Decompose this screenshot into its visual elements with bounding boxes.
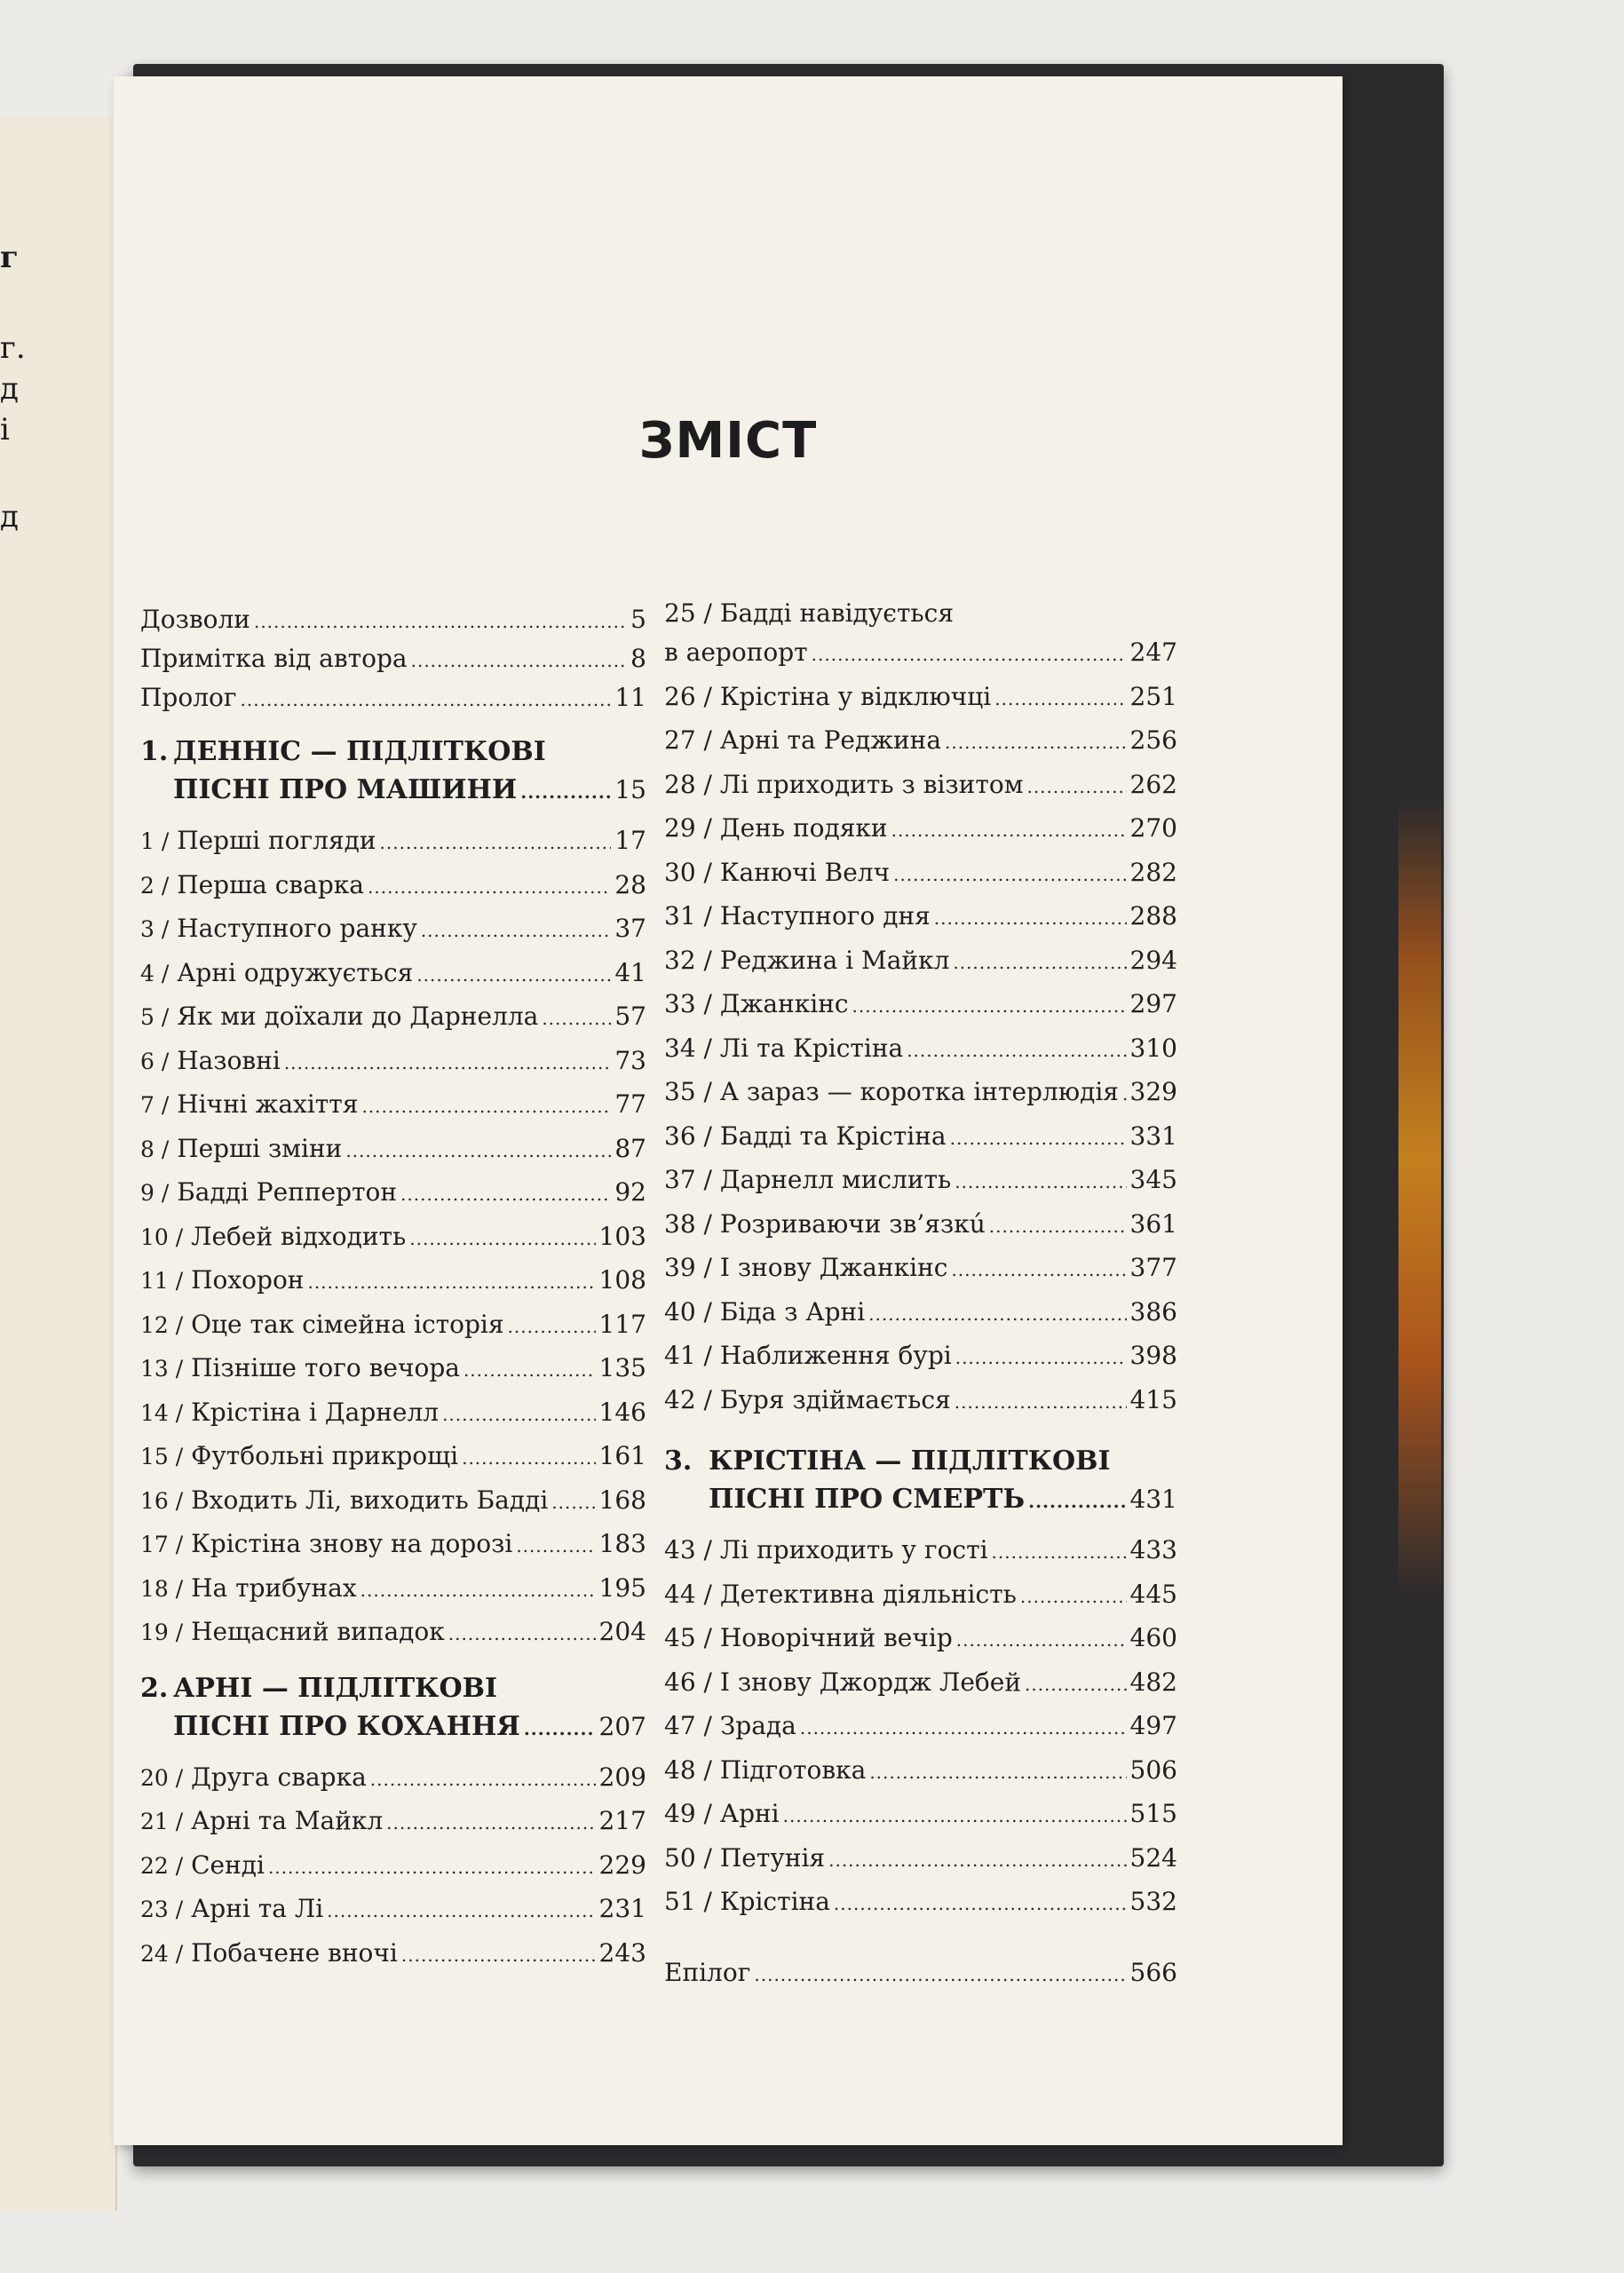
toc-entry-page: 251 xyxy=(1129,681,1177,711)
toc-entry xyxy=(664,718,1177,763)
toc-entry-page: 103 xyxy=(598,1221,646,1251)
toc-entry-label: Оце так сімейна історія xyxy=(191,1309,504,1339)
toc-entry-number: 2 / xyxy=(140,872,170,899)
toc-entry-number: 5 / xyxy=(140,1004,170,1030)
toc-entry-label: 49 / Арні xyxy=(664,1799,780,1828)
toc-entry xyxy=(140,1127,646,1171)
left-page-fragment: д xyxy=(0,499,19,535)
toc-entry xyxy=(140,1258,646,1303)
toc-entry-page: 57 xyxy=(614,1002,646,1031)
toc-entry xyxy=(664,1660,1177,1705)
toc-entry-label-group xyxy=(140,1799,383,1844)
toc-entry-page: 566 xyxy=(1129,1957,1177,1987)
toc-entry xyxy=(140,600,646,639)
toc-entry xyxy=(140,1170,646,1215)
toc-entry xyxy=(664,763,1177,807)
toc-entry-label: 30 / Канючі Велч xyxy=(664,857,891,887)
right-chapter-list xyxy=(664,675,1177,1422)
table-of-contents-page xyxy=(114,76,1343,2145)
toc-entry-label: Похорон xyxy=(191,1265,305,1295)
toc-entry xyxy=(140,1082,646,1127)
part-title-line1: АРНІ — ПІДЛІТКОВІ xyxy=(173,1672,497,1704)
toc-entry-label: 40 / Біда з Арні xyxy=(664,1296,866,1327)
part-title-line2: ПІСНІ ПРО КОХАННЯ xyxy=(173,1710,520,1742)
toc-entry-label-line1: 25 / Бадді навідується xyxy=(664,598,955,628)
toc-entry xyxy=(664,1158,1177,1202)
toc-entry-label-group xyxy=(140,1522,512,1567)
toc-entry-number: 8 / xyxy=(140,1136,170,1162)
toc-entry-page: 361 xyxy=(1129,1208,1177,1239)
toc-entry xyxy=(140,1843,646,1888)
toc-entry xyxy=(140,1566,646,1611)
toc-entry-page: 524 xyxy=(1129,1842,1177,1873)
toc-entry xyxy=(140,863,646,907)
toc-entry-label: Побачене вночі xyxy=(191,1937,398,1968)
toc-entry-page: 168 xyxy=(598,1485,646,1515)
toc-entry-label: Футбольні прикрощі xyxy=(191,1441,459,1470)
toc-entry xyxy=(140,1478,646,1523)
toc-entry-page: 37 xyxy=(614,914,646,943)
toc-entry-page: 146 xyxy=(598,1397,646,1427)
part-page: 207 xyxy=(598,1711,646,1741)
toc-entry-label: 35 / А зараз — коротка інтерлюдія xyxy=(664,1077,1119,1106)
toc-entry-label: Дозволи xyxy=(140,605,250,634)
toc-entry xyxy=(664,1880,1177,1924)
toc-entry-label-group xyxy=(140,1390,439,1436)
toc-entry-label-group xyxy=(140,1566,357,1612)
toc-entry-label: Пізніше того вечора xyxy=(191,1353,460,1382)
toc-entry-page: 183 xyxy=(598,1529,646,1558)
page-title: ЗМІСТ xyxy=(638,412,818,470)
toc-entry-page: 243 xyxy=(598,1937,646,1968)
part-heading xyxy=(664,1443,1177,1519)
part-title-line2: ПІСНІ ПРО СМЕРТЬ xyxy=(709,1484,1026,1515)
toc-entry-page: 345 xyxy=(1129,1165,1177,1194)
toc-entry xyxy=(664,894,1177,939)
toc-entry-label-group xyxy=(140,1843,265,1889)
toc-entry-page: 231 xyxy=(598,1894,646,1923)
toc-entry-number: 22 / xyxy=(140,1852,184,1879)
toc-entry xyxy=(140,1887,646,1931)
toc-entry-label: Лебей відходить xyxy=(191,1221,407,1251)
toc-entry-label-group xyxy=(140,1887,323,1932)
toc-entry-label: 38 / Розриваючи зв’язкú xyxy=(664,1208,986,1239)
toc-entry-label: 43 / Лі приходить у гості xyxy=(664,1535,988,1564)
toc-entry-number: 7 / xyxy=(140,1092,170,1118)
toc-entry-number: 10 / xyxy=(140,1224,184,1250)
toc-entry-number: 11 / xyxy=(140,1268,184,1294)
toc-entry xyxy=(140,819,646,863)
toc-entry xyxy=(140,1390,646,1435)
toc-entry-number: 3 / xyxy=(140,916,170,942)
toc-entry xyxy=(140,994,646,1039)
toc-entry-label-group xyxy=(140,1258,304,1303)
part-number: 1. xyxy=(140,736,169,767)
toc-entry-label-group xyxy=(140,1082,358,1128)
toc-entry-page: 532 xyxy=(1129,1887,1177,1916)
toc-entry-page: 204 xyxy=(598,1617,646,1646)
toc-entry-label: 42 / Буря здіймається xyxy=(664,1384,951,1414)
toc-entry xyxy=(664,1202,1177,1247)
toc-entry-label: Арні та Майкл xyxy=(191,1806,384,1835)
toc-entry-page: 445 xyxy=(1129,1579,1177,1609)
toc-entry-number: 9 / xyxy=(140,1180,170,1206)
toc-entry xyxy=(664,939,1177,983)
toc-entry xyxy=(664,1836,1177,1881)
toc-entry-label: 47 / Зрада xyxy=(664,1711,796,1740)
toc-entry-label-group xyxy=(140,819,376,864)
toc-entry xyxy=(140,1434,646,1478)
left-page-fragment: д xyxy=(0,371,19,407)
toc-entry-label-group xyxy=(140,1610,445,1655)
toc-entry-label-group xyxy=(140,1039,281,1084)
part-number: 3. xyxy=(664,1445,693,1477)
toc-entry-label: 39 / І знову Джанкінс xyxy=(664,1253,948,1282)
toc-entry-page: 41 xyxy=(614,957,646,987)
toc-entry xyxy=(140,1522,646,1566)
toc-entry-number: 13 / xyxy=(140,1356,184,1382)
toc-entry-page: 135 xyxy=(598,1353,646,1382)
toc-left-column xyxy=(140,600,646,1975)
toc-entry-page: 256 xyxy=(1129,725,1177,755)
toc-right-column xyxy=(664,597,1177,1994)
toc-entry-page: 282 xyxy=(1129,857,1177,887)
toc-entry-page: 73 xyxy=(614,1045,646,1075)
toc-entry xyxy=(140,951,646,995)
toc-entry xyxy=(664,1704,1177,1748)
left-page-fragment: г xyxy=(0,240,19,275)
toc-entry-label-group xyxy=(140,863,364,908)
part3-chapter-list xyxy=(664,1528,1177,1924)
toc-entry-label: 50 / Петунія xyxy=(664,1842,826,1873)
toc-entry-label: 28 / Лі приходить з візитом xyxy=(664,769,1024,799)
toc-entry xyxy=(140,1755,646,1800)
toc-entry xyxy=(140,639,646,678)
toc-entry-label: Крістіна і Дарнелл xyxy=(191,1397,440,1427)
toc-entry-label-group xyxy=(140,1931,398,1976)
toc-entry-number: 21 / xyxy=(140,1809,184,1834)
toc-entry-label: Нічні жахіття xyxy=(177,1089,359,1119)
toc-entry-number: 23 / xyxy=(140,1897,184,1922)
toc-entry-page: 331 xyxy=(1129,1121,1177,1151)
toc-entry xyxy=(140,678,646,717)
toc-entry-label: 31 / Наступного дня xyxy=(664,901,931,931)
toc-entry xyxy=(140,1039,646,1083)
toc-entry-label: 51 / Крістіна xyxy=(664,1887,830,1916)
part-title-line1: КРІСТІНА — ПІДЛІТКОВІ xyxy=(709,1445,1111,1477)
part2-chapter-list xyxy=(140,1755,646,1976)
toc-entry-label-line2: в аеропорт xyxy=(664,638,808,667)
toc-entry xyxy=(664,1528,1177,1572)
toc-entry-page: 77 xyxy=(614,1089,646,1119)
toc-entry-label: 44 / Детективна діяльність xyxy=(664,1579,1017,1609)
part-page: 431 xyxy=(1129,1485,1177,1514)
toc-entry-label: 26 / Крістіна у відключці xyxy=(664,681,992,711)
toc-entry-page: 515 xyxy=(1129,1799,1177,1828)
toc-entry-label: Арні та Лі xyxy=(191,1894,324,1923)
toc-entry-number: 12 / xyxy=(140,1311,184,1338)
toc-entry xyxy=(664,1114,1177,1159)
toc-entry-number: 19 / xyxy=(140,1620,184,1645)
toc-entry-label-group xyxy=(140,1127,342,1172)
toc-entry-label-group xyxy=(140,1434,458,1479)
toc-entry-label: Наступного ранку xyxy=(177,914,417,943)
toc-entry-number: 24 / xyxy=(140,1940,184,1967)
toc-entry-label: Крістіна знову на дорозі xyxy=(191,1529,513,1558)
toc-entry xyxy=(664,1334,1177,1378)
toc-entry-number: 6 / xyxy=(140,1048,170,1074)
toc-entry-page: 87 xyxy=(614,1133,646,1163)
toc-entry-number: 4 / xyxy=(140,960,170,986)
toc-entry-label: Бадді Реппертон xyxy=(177,1177,398,1207)
part-number: 2. xyxy=(140,1672,169,1704)
toc-entry-page: 217 xyxy=(598,1806,646,1835)
toc-entry-label: Епілог xyxy=(664,1957,751,1987)
toc-entry xyxy=(140,1303,646,1347)
toc-entry-page: 433 xyxy=(1129,1535,1177,1564)
toc-entry xyxy=(140,907,646,951)
toc-entry-page: 460 xyxy=(1129,1623,1177,1652)
toc-entry-page: 377 xyxy=(1129,1253,1177,1282)
toc-entry xyxy=(664,1748,1177,1793)
toc-entry-number: 18 / xyxy=(140,1575,184,1602)
toc-entry-label: На трибунах xyxy=(191,1572,357,1603)
toc-entry-page: 92 xyxy=(614,1177,646,1207)
toc-entry-label: Перші зміни xyxy=(177,1133,343,1163)
toc-entry-label: 45 / Новорічний вечір xyxy=(664,1623,953,1652)
toc-entry-epilogue xyxy=(664,1951,1177,1995)
toc-entry-page: 310 xyxy=(1129,1033,1177,1063)
toc-entry xyxy=(664,1246,1177,1290)
toc-entry-label: 33 / Джанкінс xyxy=(664,989,849,1018)
toc-entry-number: 20 / xyxy=(140,1764,184,1791)
toc-entry-number: 1 / xyxy=(140,828,170,854)
toc-entry xyxy=(664,1378,1177,1422)
toc-entry-page: 229 xyxy=(598,1849,646,1880)
toc-entry-page: 506 xyxy=(1129,1754,1177,1785)
toc-entry-number: 16 / xyxy=(140,1487,184,1514)
toc-entry-page: 398 xyxy=(1129,1341,1177,1370)
part-heading xyxy=(140,733,646,810)
toc-entry-page: 17 xyxy=(614,826,646,855)
toc-entry-label: Нещасний випадок xyxy=(191,1617,445,1646)
toc-entry xyxy=(140,1610,646,1654)
part-heading xyxy=(140,1670,646,1746)
toc-entry-label-group xyxy=(140,1755,367,1801)
toc-entry xyxy=(664,851,1177,895)
toc-entry xyxy=(140,1346,646,1390)
left-page-fragment: і xyxy=(0,412,10,447)
toc-entry-label: Друга сварка xyxy=(191,1762,367,1792)
toc-entry xyxy=(664,1070,1177,1114)
toc-entry-label: 34 / Лі та Крістіна xyxy=(664,1033,904,1063)
toc-entry-number: 15 / xyxy=(140,1444,184,1469)
toc-entry xyxy=(140,1215,646,1259)
toc-entry xyxy=(140,1931,646,1976)
toc-entry-page: 294 xyxy=(1129,945,1177,975)
toc-entry-page: 195 xyxy=(598,1572,646,1603)
toc-entry-label: Назовні xyxy=(177,1045,281,1075)
toc-entry-label-group xyxy=(140,907,417,952)
toc-entry-label-group xyxy=(140,1346,460,1391)
toc-entry-label: Пролог xyxy=(140,683,237,712)
toc-entry-label: Примітка від автора xyxy=(140,644,408,673)
toc-entry-label-group xyxy=(140,1303,504,1348)
toc-entry-page: 482 xyxy=(1129,1667,1177,1697)
toc-entry-label: Арні одружується xyxy=(177,957,414,987)
toc-entry-page: 8 xyxy=(630,644,646,673)
toc-entry-label: Перші погляди xyxy=(177,826,376,855)
toc-entry xyxy=(664,1572,1177,1617)
toc-entry-label: 29 / День подяки xyxy=(664,813,888,843)
toc-entry-page: 108 xyxy=(598,1265,646,1295)
toc-entry xyxy=(664,806,1177,851)
toc-entry-label-group xyxy=(140,951,413,996)
toc-entry-page: 11 xyxy=(614,683,646,712)
toc-entry-page: 386 xyxy=(1129,1296,1177,1327)
toc-entry-label: 37 / Дарнелл мислить xyxy=(664,1165,952,1194)
toc-entry xyxy=(664,675,1177,719)
toc-entry-page: 329 xyxy=(1129,1077,1177,1106)
toc-entry xyxy=(664,630,1177,675)
toc-entry xyxy=(664,1616,1177,1660)
toc-entry-label: Як ми доїхали до Дарнелла xyxy=(177,1002,539,1031)
toc-entry-page: 415 xyxy=(1129,1384,1177,1414)
toc-entry xyxy=(664,1026,1177,1071)
toc-entry-page: 262 xyxy=(1129,769,1177,799)
toc-entry-page: 5 xyxy=(630,605,646,634)
toc-entry-label: Перша сварка xyxy=(177,869,364,899)
toc-entry-page: 117 xyxy=(598,1309,646,1339)
part-title-line2: ПІСНІ ПРО МАШИНИ xyxy=(173,774,518,805)
part1-chapter-list xyxy=(140,819,646,1654)
toc-entry-label: 41 / Наближення бурі xyxy=(664,1341,952,1370)
toc-entry-page: 161 xyxy=(598,1441,646,1470)
cover-artwork-edge xyxy=(1398,799,1441,1598)
toc-entry-label: 27 / Арні та Реджина xyxy=(664,725,942,755)
toc-entry-label: Входить Лі, виходить Бадді xyxy=(191,1485,549,1515)
toc-entry xyxy=(140,1799,646,1843)
toc-entry-page: 297 xyxy=(1129,989,1177,1018)
toc-entry-label: 46 / І знову Джордж Лебей xyxy=(664,1667,1021,1697)
toc-entry-page: 28 xyxy=(614,869,646,899)
toc-entry-page: 288 xyxy=(1129,901,1177,931)
toc-entry xyxy=(664,982,1177,1026)
part-page: 15 xyxy=(614,775,646,804)
toc-entry-label: 32 / Реджина і Майкл xyxy=(664,945,950,975)
toc-entry xyxy=(664,1792,1177,1836)
toc-entry-label: Сенді xyxy=(191,1849,265,1880)
toc-entry-label-group xyxy=(140,1478,548,1524)
toc-entry-number: 17 / xyxy=(140,1532,184,1557)
toc-entry-page: 247 xyxy=(1129,638,1177,667)
toc-entry-number: 14 / xyxy=(140,1399,184,1426)
toc-entry-label-group xyxy=(140,1170,397,1216)
toc-entry xyxy=(664,1290,1177,1334)
left-page-fragment: г. xyxy=(0,330,26,366)
toc-entry-page: 270 xyxy=(1129,813,1177,843)
previous-page-edge xyxy=(0,115,117,2211)
toc-entry-label-group xyxy=(140,1215,406,1260)
toc-entry-label: 36 / Бадді та Крістіна xyxy=(664,1121,947,1151)
toc-entry-label: 48 / Підготовка xyxy=(664,1754,867,1785)
toc-entry-page: 497 xyxy=(1129,1711,1177,1740)
toc-entry-page: 209 xyxy=(598,1762,646,1792)
part-title-line1: ДЕННІС — ПІДЛІТКОВІ xyxy=(173,736,546,767)
toc-entry-label-group xyxy=(140,994,538,1040)
